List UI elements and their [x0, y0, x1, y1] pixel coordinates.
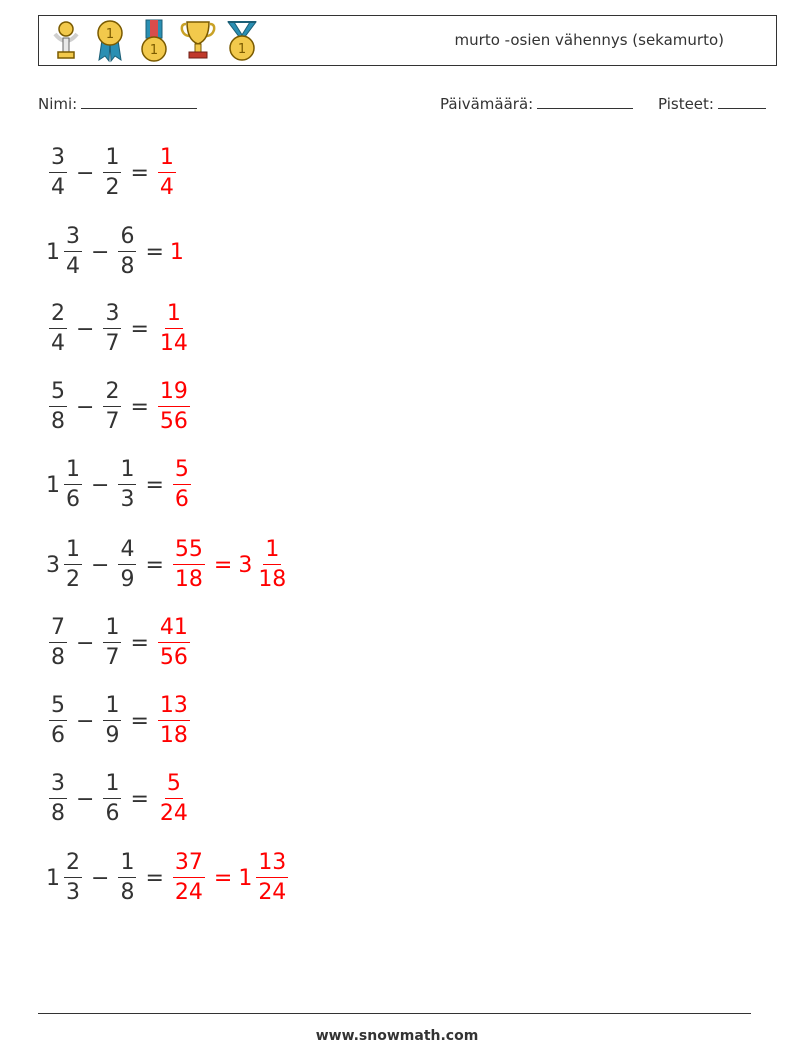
problem-row — [46, 689, 193, 753]
answer-mixed-fraction — [256, 539, 288, 591]
equals-sign: = — [130, 708, 149, 734]
medal-blue-ribbon-icon — [223, 18, 261, 64]
name-blank[interactable] — [81, 94, 197, 109]
problem-row — [46, 611, 193, 675]
problem-row — [46, 453, 194, 517]
equals-sign: = — [130, 316, 149, 342]
subtrahend-numerator: 1 — [103, 773, 121, 799]
problem-row — [46, 533, 291, 597]
minus-sign: − — [91, 865, 110, 891]
subtrahend-fraction — [118, 539, 136, 591]
answer-numerator: 5 — [165, 773, 183, 799]
subtrahend-numerator: 3 — [103, 303, 121, 329]
minuend-fraction — [64, 459, 82, 511]
subtrahend-denominator: 7 — [105, 331, 120, 356]
answer-fraction — [158, 695, 190, 747]
minus-sign: − — [76, 316, 95, 342]
minus-sign: − — [76, 708, 95, 734]
subtrahend-fraction — [118, 226, 136, 278]
answer-numerator: 37 — [173, 852, 205, 878]
subtrahend-fraction — [103, 303, 121, 355]
equals-sign: = — [145, 865, 164, 891]
equals-sign: = — [130, 394, 149, 420]
answer-numerator: 1 — [165, 303, 183, 329]
minuend-denominator: 6 — [66, 487, 80, 512]
answer-denominator: 24 — [174, 880, 203, 905]
date-label: Päivämäärä: — [440, 95, 534, 113]
minuend-fraction — [49, 773, 67, 825]
minuend-fraction — [49, 147, 67, 199]
icon-row — [47, 18, 261, 64]
answer-fraction — [158, 147, 176, 199]
subtrahend-numerator: 1 — [103, 695, 121, 721]
minus-sign: − — [76, 160, 95, 186]
answer-mixed-numerator: 13 — [256, 852, 288, 878]
answer-denominator: 4 — [159, 175, 174, 200]
answer-numerator: 41 — [158, 617, 190, 643]
equals-sign: = — [145, 472, 164, 498]
subtrahend-fraction — [118, 459, 136, 511]
answer-denominator: 56 — [159, 645, 188, 670]
answer-denominator: 14 — [159, 331, 188, 356]
score-field[interactable] — [658, 94, 766, 113]
minuend-fraction — [64, 226, 82, 278]
minuend-fraction — [49, 617, 67, 669]
equals-sign: = — [145, 239, 164, 265]
minus-sign: − — [76, 630, 95, 656]
minus-sign: − — [76, 786, 95, 812]
subtrahend-denominator: 9 — [105, 723, 120, 748]
svg-text:1: 1 — [105, 27, 115, 42]
footer-url: www.snowmath.com — [315, 1028, 479, 1044]
subtrahend-fraction — [103, 617, 121, 669]
subtrahend-fraction — [118, 852, 136, 904]
minuend-denominator: 8 — [51, 645, 65, 670]
problem-row — [46, 846, 291, 910]
minuend-denominator: 3 — [66, 880, 80, 905]
cup-icon — [179, 18, 217, 64]
name-field[interactable] — [38, 94, 197, 113]
equals-sign: = — [145, 552, 164, 578]
answer-fraction — [173, 852, 205, 904]
subtrahend-denominator: 8 — [120, 880, 135, 905]
answer-fraction — [173, 459, 191, 511]
minuend-fraction — [49, 303, 67, 355]
subtrahend-denominator: 3 — [120, 487, 135, 512]
answer-fraction — [158, 773, 190, 825]
answer-mixed-whole: 3 — [238, 552, 253, 578]
trophy-icon — [47, 18, 85, 64]
subtrahend-fraction — [103, 381, 121, 433]
subtrahend-numerator: 2 — [103, 381, 121, 407]
minuend-numerator: 3 — [64, 226, 82, 252]
answer-fraction — [158, 381, 190, 433]
answer-mixed-denominator: 24 — [258, 880, 287, 905]
minuend-denominator: 4 — [66, 254, 80, 279]
equals-sign: = — [130, 630, 149, 656]
minuend-whole: 3 — [46, 552, 60, 578]
date-field[interactable] — [440, 94, 633, 113]
answer-numerator: 5 — [173, 459, 191, 485]
minuend-fraction — [64, 539, 82, 591]
medal-ribbon-icon — [135, 18, 173, 64]
minuend-fraction — [49, 381, 67, 433]
svg-text:1: 1 — [237, 42, 247, 57]
answer-denominator: 24 — [159, 801, 188, 826]
footer-divider — [38, 1013, 751, 1014]
subtrahend-denominator: 8 — [120, 254, 135, 279]
answer-fraction — [158, 303, 190, 355]
score-label: Pisteet: — [658, 95, 714, 113]
svg-text:1: 1 — [149, 43, 159, 58]
minuend-numerator: 3 — [49, 147, 67, 173]
minuend-fraction — [64, 852, 82, 904]
subtrahend-denominator: 9 — [120, 567, 135, 592]
minuend-numerator: 5 — [49, 381, 67, 407]
subtrahend-numerator: 1 — [118, 852, 136, 878]
minuend-denominator: 2 — [66, 567, 80, 592]
answer-mixed-denominator: 18 — [258, 567, 287, 592]
worksheet-title: murto -osien vähennys (sekamurto) — [454, 31, 724, 49]
minuend-numerator: 3 — [49, 773, 67, 799]
minuend-fraction — [49, 695, 67, 747]
minus-sign: − — [76, 394, 95, 420]
minuend-numerator: 7 — [49, 617, 67, 643]
answer-mixed-numerator: 1 — [263, 539, 281, 565]
subtrahend-denominator: 6 — [105, 801, 120, 826]
answer-numerator: 13 — [158, 695, 190, 721]
header-box — [38, 15, 777, 66]
equals-sign: = — [130, 786, 149, 812]
subtrahend-fraction — [103, 147, 121, 199]
minuend-numerator: 1 — [64, 539, 82, 565]
minuend-numerator: 2 — [64, 852, 82, 878]
subtrahend-denominator: 7 — [105, 645, 120, 670]
answer-denominator: 6 — [174, 487, 189, 512]
subtrahend-denominator: 7 — [105, 409, 120, 434]
minuend-denominator: 4 — [51, 331, 65, 356]
problem-row — [46, 297, 193, 361]
subtrahend-numerator: 1 — [103, 617, 121, 643]
minuend-denominator: 4 — [51, 175, 65, 200]
minuend-whole: 1 — [46, 472, 60, 498]
answer-denominator: 56 — [159, 409, 188, 434]
problem-row — [46, 767, 193, 831]
medal-icon — [91, 18, 129, 64]
equals-sign: = — [213, 865, 233, 891]
answer-numerator: 19 — [158, 381, 190, 407]
answer-whole: 1 — [169, 239, 184, 265]
minuend-numerator: 5 — [49, 695, 67, 721]
subtrahend-denominator: 2 — [105, 175, 120, 200]
date-blank[interactable] — [537, 94, 633, 109]
problem-row — [46, 375, 193, 439]
equals-sign: = — [213, 552, 233, 578]
minuend-numerator: 2 — [49, 303, 67, 329]
answer-numerator: 55 — [173, 539, 205, 565]
answer-fraction — [173, 539, 205, 591]
equals-sign: = — [130, 160, 149, 186]
subtrahend-fraction — [103, 773, 121, 825]
answer-denominator: 18 — [159, 723, 188, 748]
minuend-whole: 1 — [46, 239, 60, 265]
answer-mixed-whole: 1 — [238, 865, 253, 891]
subtrahend-numerator: 4 — [118, 539, 136, 565]
minuend-whole: 1 — [46, 865, 60, 891]
minuend-denominator: 8 — [51, 801, 65, 826]
minuend-denominator: 6 — [51, 723, 65, 748]
score-blank[interactable] — [718, 94, 766, 109]
problem-row — [46, 220, 185, 284]
minus-sign: − — [91, 239, 110, 265]
minuend-numerator: 1 — [64, 459, 82, 485]
minus-sign: − — [91, 552, 110, 578]
answer-numerator: 1 — [158, 147, 176, 173]
answer-mixed-fraction — [256, 852, 288, 904]
answer-denominator: 18 — [174, 567, 203, 592]
subtrahend-numerator: 1 — [103, 147, 121, 173]
name-label: Nimi: — [38, 95, 78, 113]
subtrahend-numerator: 1 — [118, 459, 136, 485]
subtrahend-fraction — [103, 695, 121, 747]
answer-fraction — [158, 617, 190, 669]
problem-row — [46, 141, 179, 205]
minuend-denominator: 8 — [51, 409, 65, 434]
minus-sign: − — [91, 472, 110, 498]
subtrahend-numerator: 6 — [118, 226, 136, 252]
